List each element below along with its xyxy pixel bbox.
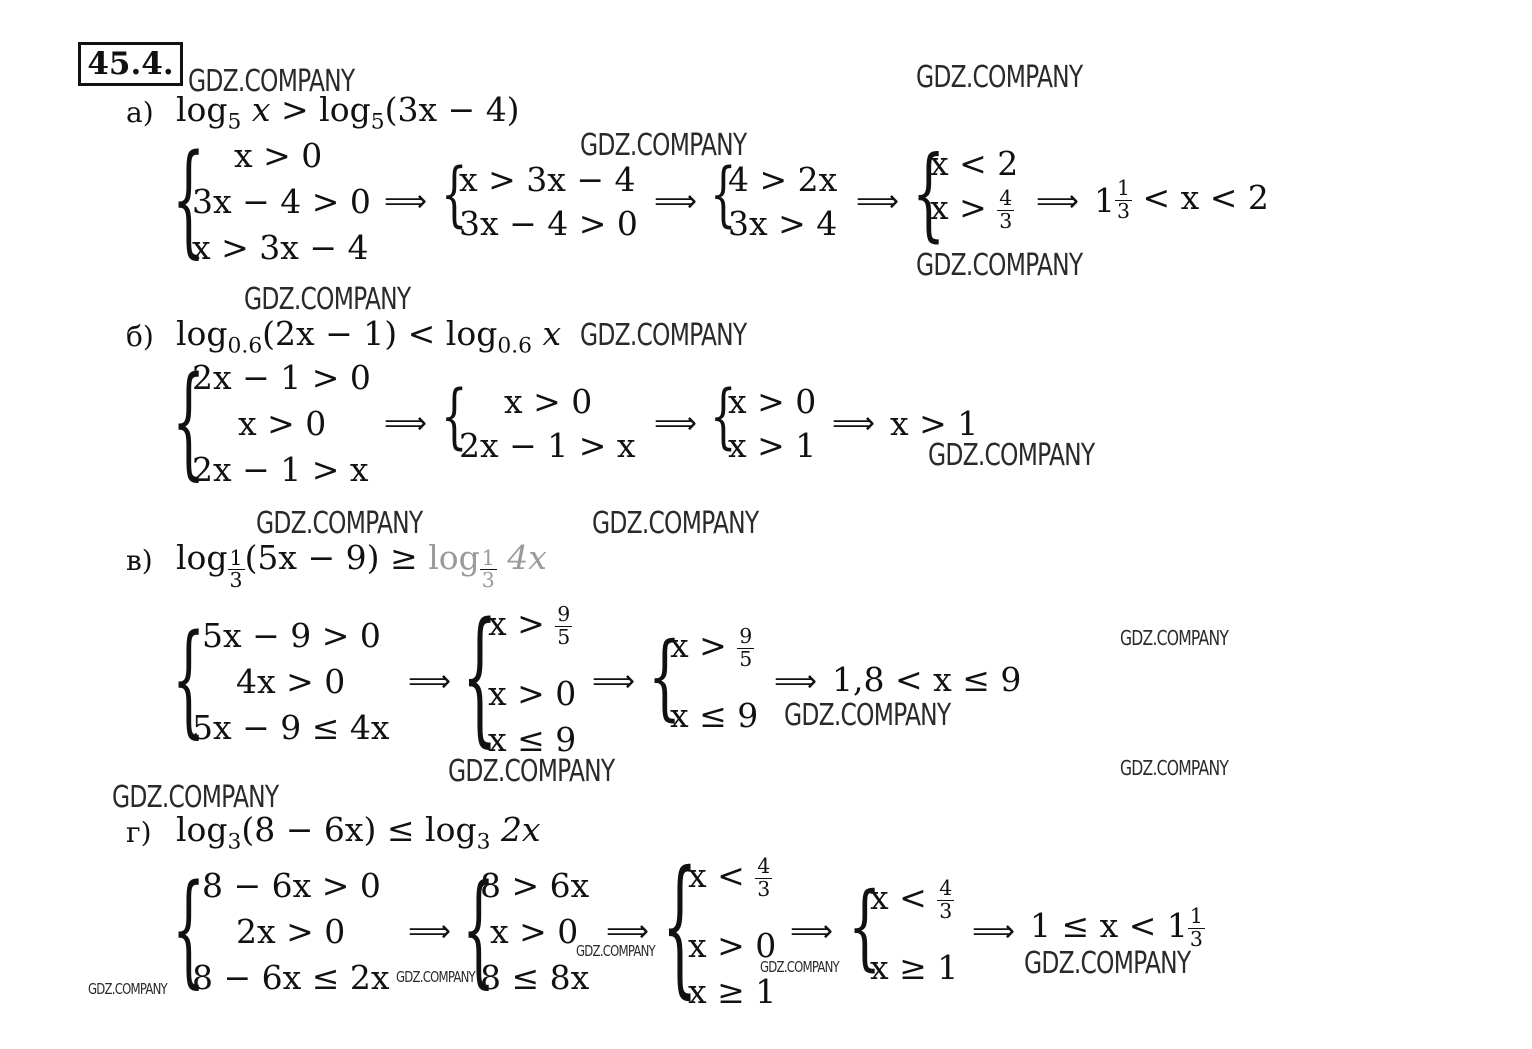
rhs-argument: 4x bbox=[507, 538, 547, 577]
log-base: 3 bbox=[476, 829, 491, 855]
system-line: x > 0 bbox=[504, 382, 593, 421]
implies-arrow: ⟹ bbox=[790, 914, 834, 949]
system-line: 8 > 6x bbox=[480, 866, 590, 905]
implies-arrow: ⟹ bbox=[384, 406, 428, 441]
implies-arrow: ⟹ bbox=[654, 184, 698, 219]
system-line: 2x − 1 > x bbox=[192, 450, 369, 489]
log-base: 5 bbox=[370, 109, 385, 135]
part-g-inequality: $\log_3(8 - 6x) \le \log_3 2x$ bbox=[176, 810, 541, 855]
system-line: x < $\frac{4}{3}$ bbox=[870, 876, 953, 923]
system-line: 4 > 2x bbox=[728, 160, 838, 199]
system-brace: { bbox=[912, 133, 946, 253]
watermark: GDZ.COMPANY bbox=[580, 128, 747, 163]
system-line: 2x > 0 bbox=[236, 912, 346, 951]
system-line: 3x − 4 > 0 bbox=[192, 182, 371, 221]
lhs-argument: (8 − 6x) ≤ bbox=[241, 810, 415, 849]
implies-arrow: ⟹ bbox=[832, 406, 876, 441]
system-line: x ≤ 9 bbox=[670, 696, 759, 735]
watermark: GDZ.COMPANY bbox=[592, 506, 759, 541]
implies-arrow: ⟹ bbox=[384, 184, 428, 219]
implies-arrow: ⟹ bbox=[606, 914, 650, 949]
system-brace: { bbox=[172, 857, 206, 1001]
system-line: 4x > 0 bbox=[236, 662, 346, 701]
system-line: x > $\frac{4}{3}$ bbox=[930, 186, 1013, 233]
watermark: GDZ.COMPANY bbox=[112, 780, 279, 815]
implies-arrow: ⟹ bbox=[972, 914, 1016, 949]
system-brace: { bbox=[710, 376, 737, 458]
system-brace: { bbox=[462, 589, 498, 762]
system-line: x < $\frac{4}{3}$ bbox=[688, 854, 771, 901]
system-line: x ≤ 9 bbox=[488, 720, 577, 759]
system-brace: { bbox=[441, 376, 468, 458]
watermark: GDZ.COMPANY bbox=[448, 754, 615, 789]
watermark: GDZ.COMPANY bbox=[88, 980, 167, 998]
part-v-inequality: log $\frac{1}{3}$ (5x − 9) ≥ log $\frac{1}{3}$ 4x bbox=[176, 538, 547, 593]
system-line: x ≥ 1 bbox=[688, 972, 777, 1011]
system-line: 5x − 9 > 0 bbox=[202, 616, 381, 655]
fraction: $\frac{1}{3}$ bbox=[1117, 176, 1131, 223]
part-g-answer: 1 ≤ x < 1 $\frac{1}{3}$ bbox=[1030, 904, 1203, 951]
system-line: x < 2 bbox=[930, 144, 1019, 183]
system-line: x > $\frac{9}{5}$ bbox=[670, 624, 753, 671]
rhs-argument: (3x − 4) bbox=[384, 90, 520, 129]
log-base-fraction: $\frac{1}{3}$ bbox=[229, 545, 243, 593]
part-v-label: в) bbox=[126, 544, 153, 577]
implies-arrow: ⟹ bbox=[408, 914, 452, 949]
part-b-label: б) bbox=[126, 320, 154, 353]
watermark: GDZ.COMPANY bbox=[188, 64, 355, 99]
rhs-argument: x bbox=[542, 314, 562, 353]
log-word: log bbox=[176, 90, 228, 129]
system-line: x > 3x − 4 bbox=[459, 160, 636, 199]
implies-arrow: ⟹ bbox=[856, 184, 900, 219]
system-brace: { bbox=[441, 154, 468, 236]
implies-arrow: ⟹ bbox=[408, 664, 452, 699]
log-base: 5 bbox=[227, 109, 242, 135]
system-line: 2x − 1 > 0 bbox=[192, 358, 371, 397]
watermark: GDZ.COMPANY bbox=[244, 282, 411, 317]
system-line: 8 − 6x ≤ 2x bbox=[192, 958, 390, 997]
system-line: x > $\frac{9}{5}$ bbox=[488, 602, 571, 649]
lhs-argument: (5x − 9) ≥ bbox=[244, 538, 418, 577]
system-line: 8 ≤ 8x bbox=[480, 958, 590, 997]
part-v-answer: 1,8 < x ≤ 9 bbox=[832, 660, 1022, 699]
implies-arrow: ⟹ bbox=[592, 664, 636, 699]
rhs-argument: 2x bbox=[500, 810, 541, 849]
fraction: $\frac{9}{5}$ bbox=[739, 624, 753, 671]
system-brace: { bbox=[710, 154, 737, 236]
log-base: 0.6 bbox=[227, 333, 263, 359]
log-base: 3 bbox=[227, 829, 242, 855]
lhs-argument: x bbox=[251, 90, 271, 129]
watermark: GDZ.COMPANY bbox=[1120, 756, 1229, 780]
system-line: 5x − 9 ≤ 4x bbox=[192, 708, 390, 747]
system-line: x > 3x − 4 bbox=[192, 228, 369, 267]
system-line: 3x > 4 bbox=[728, 204, 838, 243]
system-brace: { bbox=[648, 622, 682, 731]
implies-arrow: ⟹ bbox=[774, 664, 818, 699]
system-brace: { bbox=[662, 837, 698, 1013]
part-a-label: а) bbox=[126, 96, 154, 129]
fraction: $\frac{4}{3}$ bbox=[999, 186, 1013, 233]
system-line: x ≥ 1 bbox=[870, 948, 959, 987]
watermark: GDZ.COMPANY bbox=[1120, 626, 1229, 650]
watermark: GDZ.COMPANY bbox=[576, 942, 655, 960]
system-line: x > 1 bbox=[728, 426, 817, 465]
watermark: GDZ.COMPANY bbox=[256, 506, 423, 541]
system-line: x > 0 bbox=[728, 382, 817, 421]
watermark: GDZ.COMPANY bbox=[784, 698, 951, 733]
part-a-inequality: $\log_5 x > \log_5(3x - 4)$ bbox=[176, 90, 520, 135]
system-brace: { bbox=[172, 127, 206, 271]
fraction: $\frac{4}{3}$ bbox=[939, 876, 953, 923]
system-line: x > 0 bbox=[688, 926, 777, 965]
system-line: 2x − 1 > x bbox=[459, 426, 636, 465]
implies-arrow: ⟹ bbox=[654, 406, 698, 441]
watermark: GDZ.COMPANY bbox=[396, 968, 475, 986]
fraction: $\frac{4}{3}$ bbox=[757, 854, 771, 901]
system-brace: { bbox=[172, 349, 206, 493]
watermark: GDZ.COMPANY bbox=[916, 60, 1083, 95]
lhs-argument: (2x − 1) < bbox=[262, 314, 436, 353]
part-b-inequality: $\log_{0.6}(2x - 1) < \log_{0.6} x$ bbox=[176, 314, 562, 359]
fraction: $\frac{9}{5}$ bbox=[557, 602, 571, 649]
part-b-answer: x > 1 bbox=[890, 404, 979, 443]
system-line: 8 − 6x > 0 bbox=[202, 866, 381, 905]
system-line: x > 0 bbox=[490, 912, 579, 951]
system-line: x > 0 bbox=[238, 404, 327, 443]
watermark: GDZ.COMPANY bbox=[916, 248, 1083, 283]
problem-number: 45.4. bbox=[78, 42, 183, 86]
system-brace: { bbox=[848, 872, 882, 981]
system-brace: { bbox=[172, 607, 206, 751]
watermark: GDZ.COMPANY bbox=[1024, 946, 1191, 981]
log-base: 0.6 bbox=[497, 333, 532, 359]
watermark: GDZ.COMPANY bbox=[580, 318, 747, 353]
watermark: GDZ.COMPANY bbox=[928, 438, 1095, 473]
system-brace: { bbox=[462, 857, 496, 1001]
part-a-answer: 1 $\frac{1}{3}$ < x < 2 bbox=[1094, 176, 1269, 223]
log-base-fraction: $\frac{1}{3}$ bbox=[481, 545, 495, 593]
watermark: GDZ.COMPANY bbox=[760, 958, 839, 976]
system-line: x > 0 bbox=[488, 674, 577, 713]
system-line: 3x − 4 > 0 bbox=[459, 204, 638, 243]
fraction: $\frac{1}{3}$ bbox=[1189, 904, 1203, 951]
implies-arrow: ⟹ bbox=[1036, 184, 1080, 219]
log-word: log bbox=[319, 90, 371, 129]
part-g-label: г) bbox=[126, 816, 152, 849]
system-line: x > 0 bbox=[234, 136, 323, 175]
